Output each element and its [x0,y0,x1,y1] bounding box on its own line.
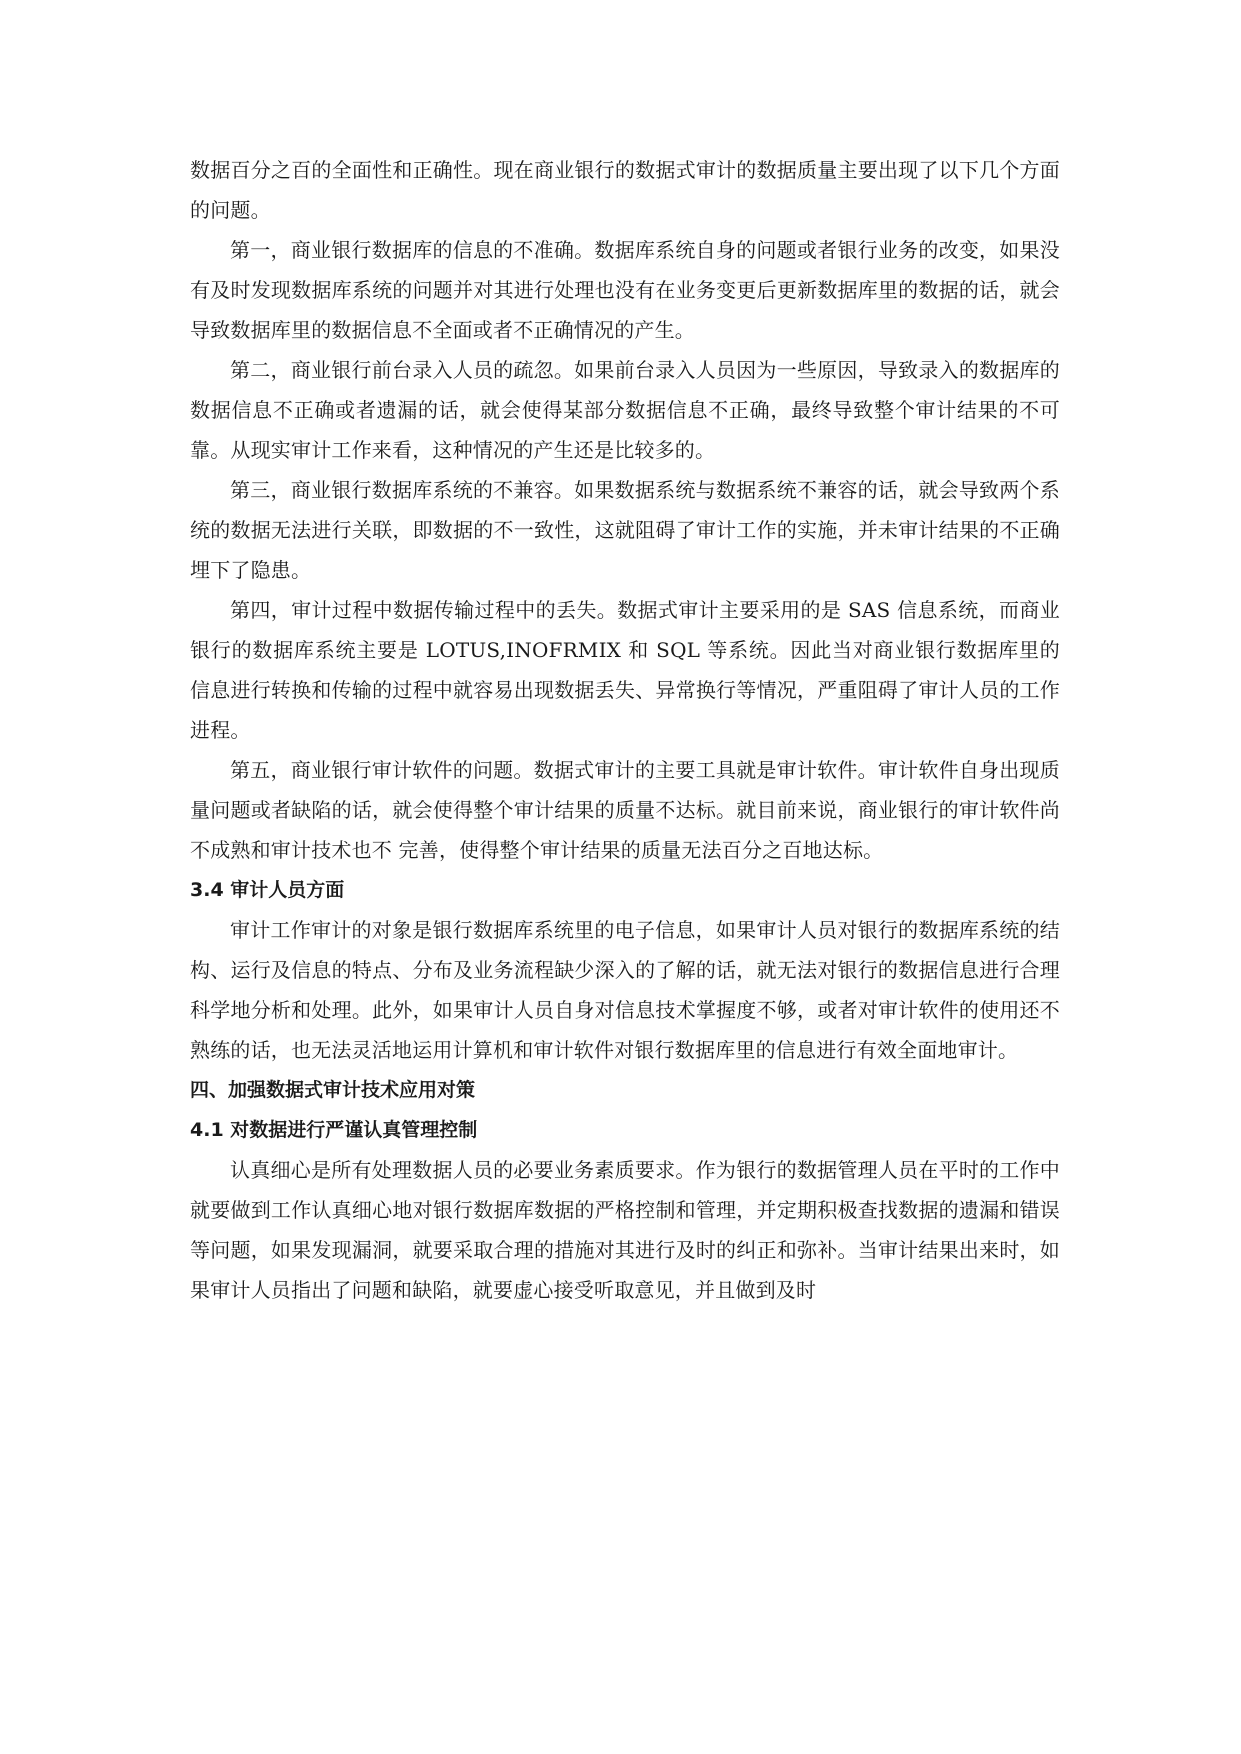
section-heading-4-1: 4.1 对数据进行严谨认真管理控制 [190,1119,478,1141]
chapter-heading-four: 四、加强数据式审计技术应用对策 [190,1079,476,1101]
paragraph-point-one: 第一，商业银行数据库的信息的不准确。数据库系统自身的问题或者银行业务的改变，如果没有及时发现数据库系统的问题并对其进行处理也没有在业务变更后更新数据库里的数据的话，就会导致数据库里的数据信息不全面或者不正确情况的产生。 [190,238,1060,342]
paragraph-point-four: 第四，审计过程中数据传输过程中的丢失。数据式审计主要采用的是 SAS 信息系统，而商业银行的数据库系统主要是 LOTUS,INOFRMIX 和 SQL 等系统。因此当对商业银行数据库里的信息进行转换和传输的过程中就容易出现数据丢失、异常换行等情况，严重阻碍了审计人员的工作进程。 [190,598,1060,742]
paragraph-point-two: 第二，商业银行前台录入人员的疏忽。如果前台录入人员因为一些原因，导致录入的数据库的数据信息不正确或者遗漏的话，就会使得某部分数据信息不正确，最终导致整个审计结果的不可靠。从现实审计工作来看，这种情况的产生还是比较多的。 [190,358,1060,462]
document-page [190,150,1060,1310]
paragraph-point-five: 第五，商业银行审计软件的问题。数据式审计的主要工具就是审计软件。审计软件自身出现质量问题或者缺陷的话，就会使得整个审计结果的质量不达标。就目前来说，商业银行的审计软件尚不成熟和审计技术也不 完善，使得整个审计结果的质量无法百分之百地达标。 [190,758,1060,862]
section-heading-3-4: 3.4 审计人员方面 [190,879,345,901]
paragraph-point-three: 第三，商业银行数据库系统的不兼容。如果数据系统与数据系统不兼容的话，就会导致两个系统的数据无法进行关联，即数据的不一致性，这就阻碍了审计工作的实施，并未审计结果的不正确埋下了隐患。 [190,478,1060,582]
paragraph-intro: 数据百分之百的全面性和正确性。现在商业银行的数据式审计的数据质量主要出现了以下几个方面的问题。 [190,158,1060,222]
paragraph-auditor-aspect: 审计工作审计的对象是银行数据库系统里的电子信息，如果审计人员对银行的数据库系统的结构、运行及信息的特点、分布及业务流程缺少深入的了解的话，就无法对银行的数据信息进行合理科学地分析和处理。此外，如果审计人员自身对信息技术掌握度不够，或者对审计软件的使用还不熟练的话，也无法灵活地运用计算机和审计软件对银行数据库里的信息进行有效全面地审计。 [190,918,1060,1062]
paragraph-data-control: 认真细心是所有处理数据人员的必要业务素质要求。作为银行的数据管理人员在平时的工作中就要做到工作认真细心地对银行数据库数据的严格控制和管理，并定期积极查找数据的遗漏和错误等问题，如果发现漏洞，就要采取合理的措施对其进行及时的纠正和弥补。当审计结果出来时，如果审计人员指出了问题和缺陷，就要虚心接受听取意见，并且做到及时 [190,1158,1060,1302]
